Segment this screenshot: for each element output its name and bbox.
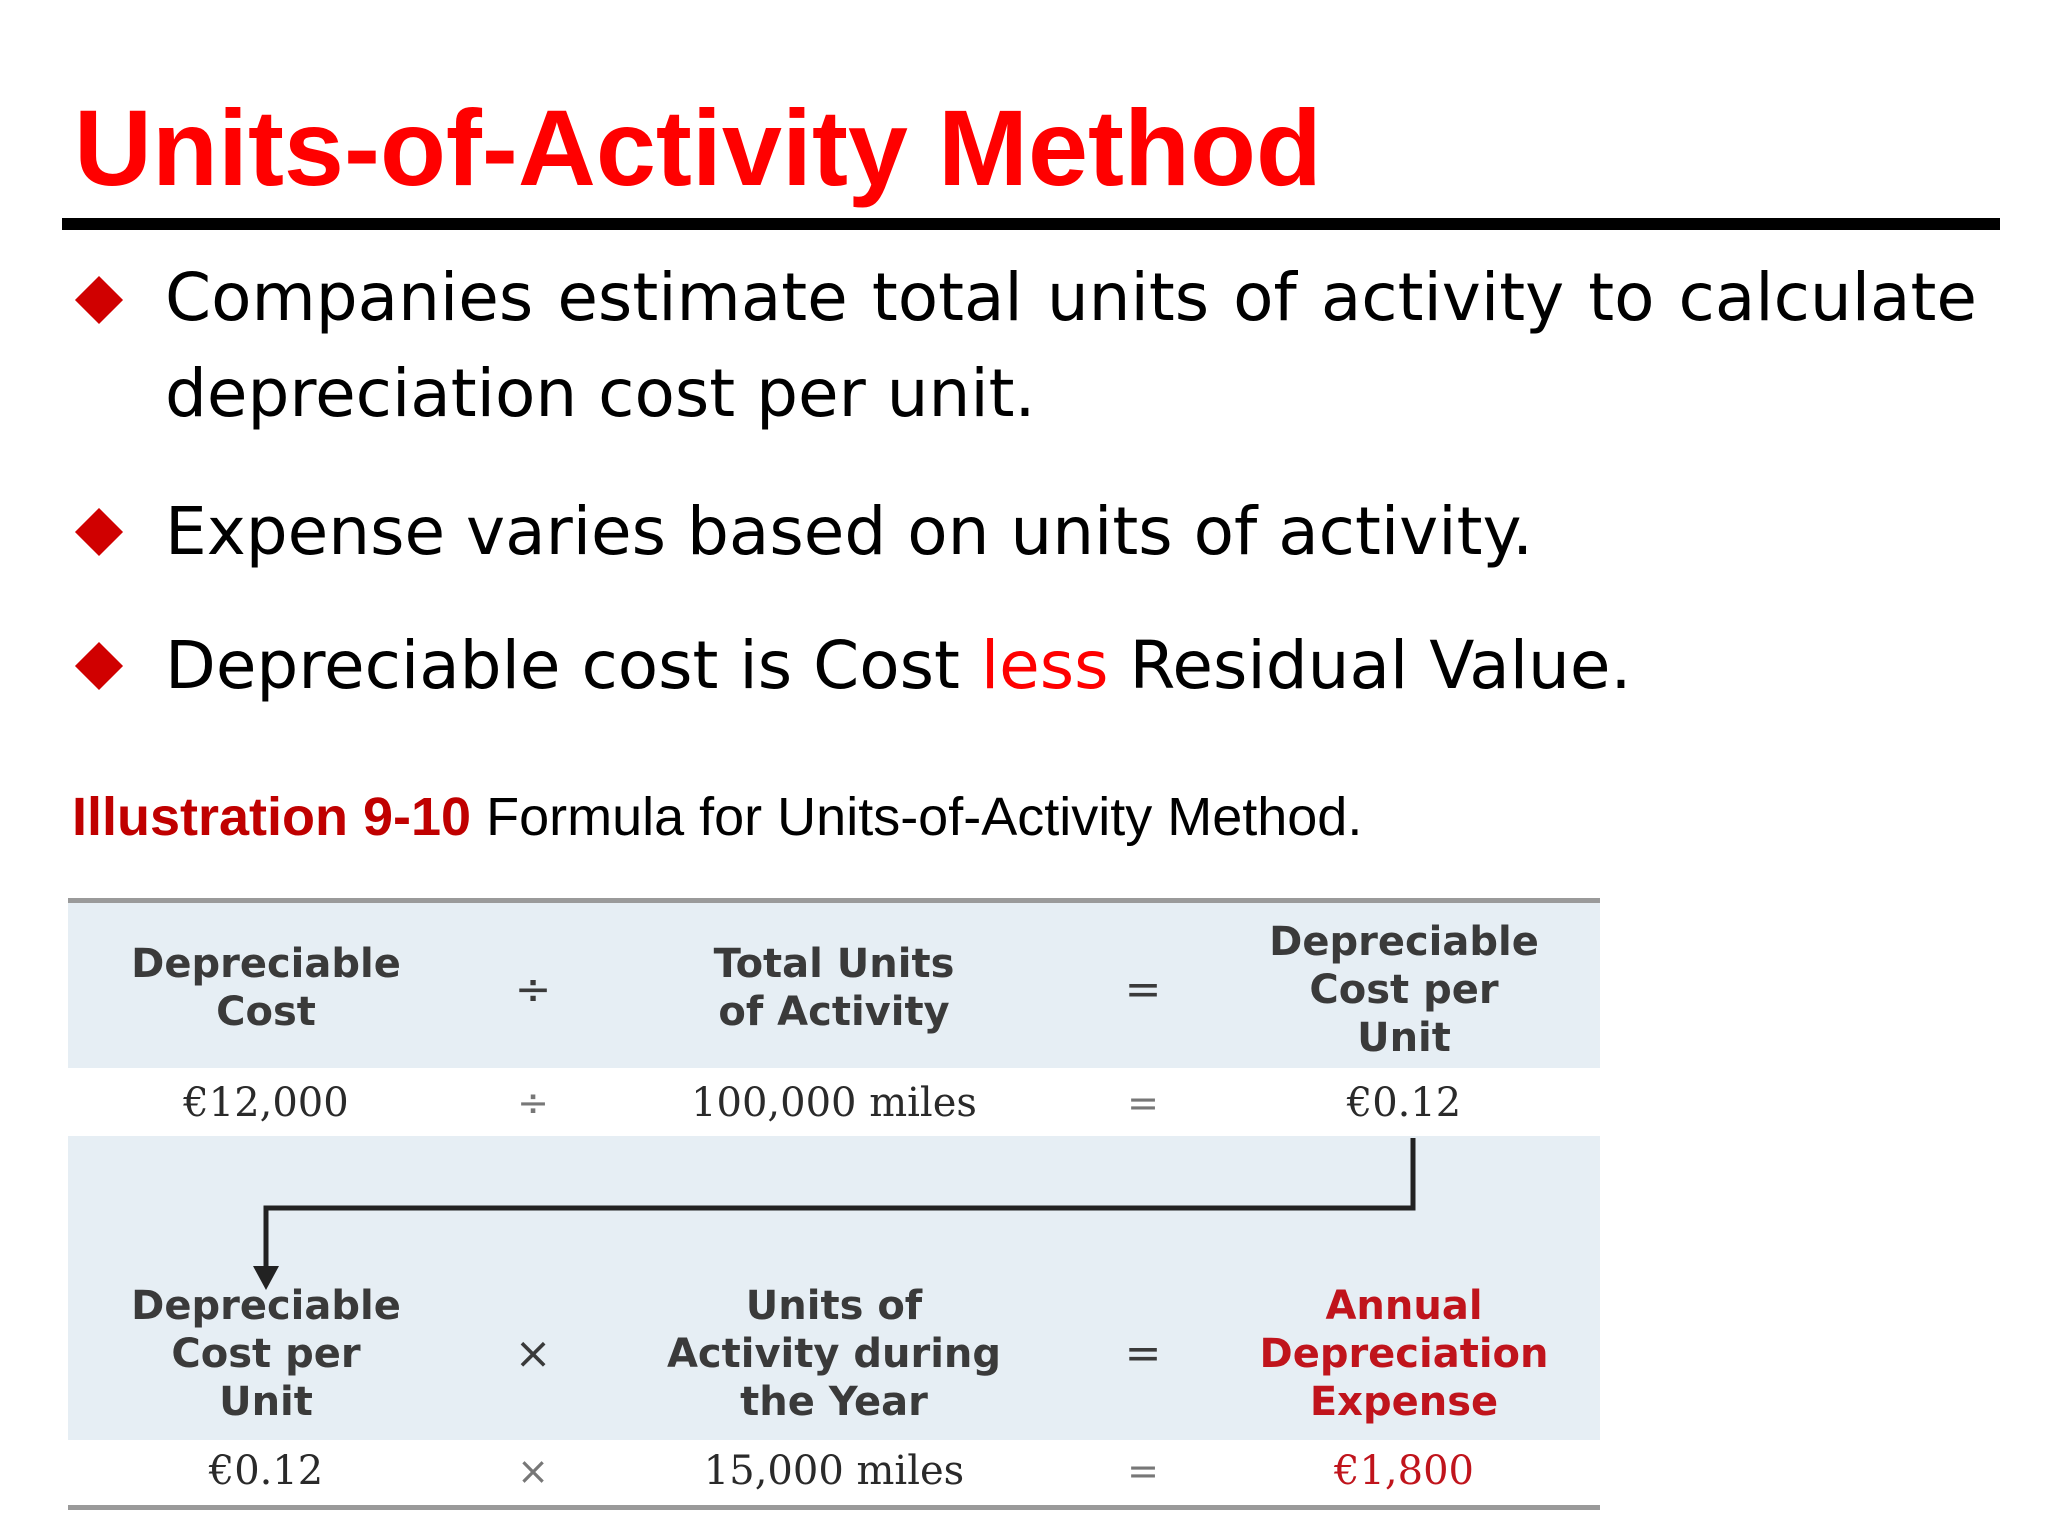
diamond-icon	[75, 642, 123, 690]
header-line: Depreciable	[131, 1283, 401, 1329]
header-line: Cost per	[171, 1331, 361, 1377]
illustration-number: Illustration 9-10	[72, 787, 472, 847]
row2-value-cost-per-unit: €0.12	[208, 1448, 324, 1494]
row2-header-annual-expense	[1259, 1282, 1548, 1426]
row1-value-cost-per-unit: €0.12	[1346, 1080, 1462, 1126]
row1-header-total-units	[714, 940, 955, 1036]
header-line: Unit	[219, 1379, 313, 1425]
bullet-3-text-a: Depreciable cost is Cost	[165, 627, 981, 704]
row2-equals-operator: =	[1124, 1328, 1162, 1379]
row1-divide-operator: ÷	[514, 964, 552, 1015]
row1-header-depreciable-cost	[131, 940, 401, 1036]
row2-multiply-operator: ×	[514, 1328, 552, 1379]
header-line: Cost per	[1309, 967, 1499, 1013]
header-line: Total Units	[713, 941, 955, 987]
formula-figure	[68, 898, 1600, 1510]
row2-value-multiply: ×	[517, 1449, 549, 1493]
header-line: Depreciable	[131, 941, 401, 987]
header-line: the Year	[740, 1379, 928, 1425]
slide-title: Units-of-Activity Method	[74, 87, 1322, 208]
header-line: Activity during	[666, 1331, 1002, 1377]
bullet-2: Expense varies based on units of activity.	[165, 493, 1534, 570]
header-line: Expense	[1309, 1379, 1499, 1425]
bullet-1: Companies estimate total units of activity to calculate depreciation cost per unit.	[165, 259, 1977, 432]
header-line: Depreciable	[1269, 919, 1539, 965]
header-line: Annual	[1325, 1283, 1483, 1329]
bullet-3-text-b: Residual Value.	[1108, 627, 1632, 704]
row1-value-total-units: 100,000 miles	[691, 1080, 977, 1126]
illustration-title: Formula for Units-of-Activity Method.	[471, 787, 1363, 847]
header-line: Units of	[745, 1283, 923, 1329]
header-line: Depreciation	[1259, 1331, 1549, 1377]
header-line: of Activity	[718, 989, 950, 1035]
header-line: Cost	[216, 989, 316, 1035]
title-divider	[62, 218, 2000, 230]
bullet-3	[165, 618, 1631, 714]
row1-header-cost-per-unit	[1269, 918, 1539, 1062]
row1-value-depreciable-cost: €12,000	[183, 1080, 349, 1126]
illustration-caption	[72, 782, 1362, 852]
row2-value-equals: =	[1127, 1449, 1159, 1493]
row2-header-units-during-year	[667, 1282, 1001, 1426]
row1-value-divide: ÷	[517, 1081, 549, 1125]
diamond-icon	[75, 508, 123, 556]
row2-value-units-during-year: 15,000 miles	[703, 1448, 965, 1494]
bullet-3-highlight: less	[980, 627, 1109, 704]
row2-value-annual-expense: €1,800	[1334, 1448, 1474, 1494]
diamond-icon	[75, 276, 123, 324]
row1-value-equals: =	[1127, 1081, 1159, 1125]
row2-header-cost-per-unit	[131, 1282, 401, 1426]
header-line: Unit	[1357, 1015, 1451, 1061]
row1-equals-operator: =	[1124, 964, 1162, 1015]
